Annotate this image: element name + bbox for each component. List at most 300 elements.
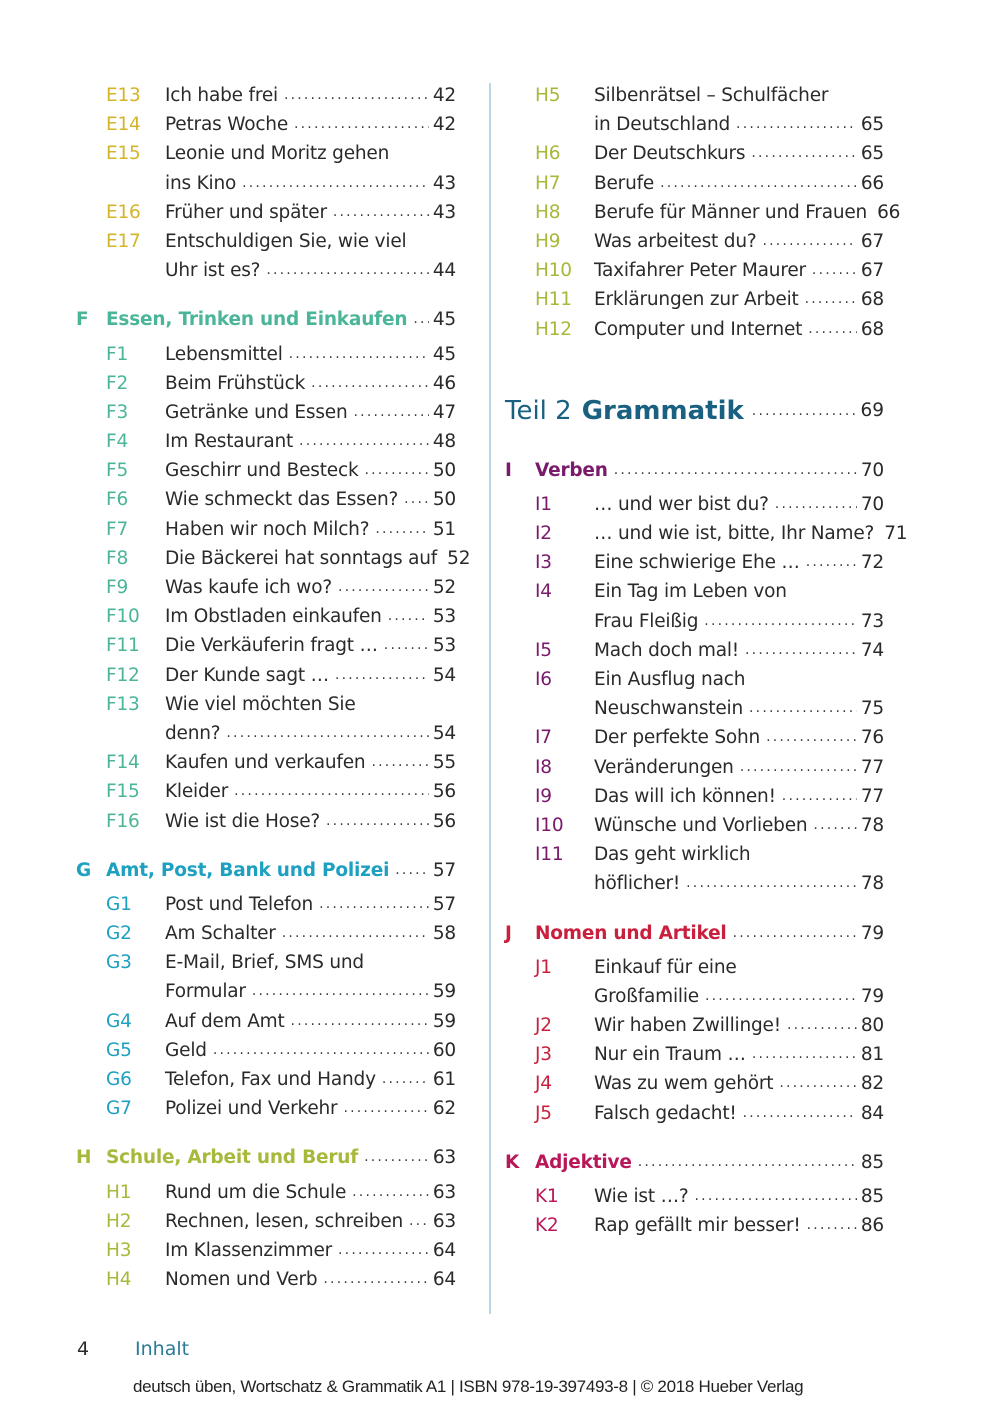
- entry-code: H3: [106, 1239, 132, 1261]
- section-page: 79: [860, 922, 884, 944]
- entry-title: Lebensmittel: [165, 340, 289, 369]
- leader-dots: [226, 719, 428, 748]
- leader-dots: [364, 456, 428, 485]
- entry-page: 55: [432, 752, 456, 774]
- toc-entry[interactable]: [76, 573, 456, 602]
- section-line: [535, 919, 884, 948]
- leader-dots: [705, 982, 857, 1011]
- toc-entry[interactable]: [505, 1011, 884, 1040]
- spacer: [505, 1128, 884, 1148]
- entry-page: 44: [432, 260, 456, 282]
- leader-dots: [252, 977, 429, 1006]
- entry-code: F12: [106, 664, 140, 686]
- entry-title: Was zu wem gehört: [594, 1069, 779, 1098]
- entry-page: 52: [432, 577, 456, 598]
- toc-entry[interactable]: [76, 719, 456, 748]
- entry-code: J4: [535, 1073, 552, 1095]
- entry-title: Der Deutschkurs: [594, 139, 751, 168]
- toc-entry[interactable]: [505, 869, 884, 898]
- entry-line: [165, 1178, 456, 1207]
- toc-entry[interactable]: [76, 544, 471, 573]
- leader-dots: [660, 169, 857, 198]
- leader-dots: [743, 1099, 857, 1128]
- entry-title: Im Klassenzimmer: [165, 1236, 338, 1265]
- entry-page: 70: [860, 493, 884, 515]
- column-divider: [489, 83, 491, 1314]
- section-title: Schule, Arbeit und Beruf: [106, 1143, 364, 1172]
- entry-title: höflicher!: [594, 869, 686, 898]
- toc-entry[interactable]: [505, 169, 884, 198]
- leader-dots: [782, 782, 857, 811]
- toc-entry[interactable]: [505, 1040, 884, 1069]
- leader-dots: [291, 1007, 429, 1036]
- toc-entry[interactable]: [76, 1007, 456, 1036]
- toc-entry[interactable]: [505, 665, 884, 694]
- leader-dots: [338, 573, 429, 602]
- entry-page: 50: [432, 460, 456, 482]
- leader-dots: [333, 198, 429, 227]
- leader-dots: [745, 636, 857, 665]
- entry-title: Nur ein Traum …: [594, 1040, 752, 1069]
- toc-entry[interactable]: [76, 948, 456, 977]
- entry-code: K2: [535, 1215, 559, 1237]
- toc-entry[interactable]: [76, 919, 456, 948]
- entry-title: Neuschwanstein: [594, 694, 749, 723]
- entry-code: H4: [106, 1269, 132, 1291]
- entry-line: [165, 139, 456, 168]
- entry-code: G2: [106, 923, 132, 945]
- entry-line: [594, 256, 884, 285]
- toc-entry[interactable]: [76, 398, 456, 427]
- entry-code: E16: [106, 201, 141, 223]
- leader-dots: [282, 919, 429, 948]
- toc-entry[interactable]: [505, 198, 901, 227]
- toc-entry[interactable]: [76, 198, 456, 227]
- toc-entry[interactable]: [505, 519, 908, 548]
- entry-page: 78: [860, 814, 884, 836]
- entry-line: [594, 982, 884, 1011]
- toc-entry[interactable]: [76, 110, 456, 139]
- leader-dots: [294, 110, 429, 139]
- part-title: Grammatik: [581, 395, 744, 426]
- leader-dots: [740, 753, 857, 782]
- entry-page: 42: [432, 114, 456, 136]
- leader-dots: [686, 869, 857, 898]
- entry-code: I9: [535, 785, 552, 807]
- entry-line: [594, 315, 884, 344]
- entry-line: [165, 398, 456, 427]
- toc-entry[interactable]: [505, 577, 884, 606]
- entry-line: [594, 519, 908, 548]
- toc-entry[interactable]: [76, 1265, 456, 1294]
- entry-page: 80: [860, 1015, 884, 1037]
- leader-dots: [614, 456, 857, 485]
- entry-page: 64: [432, 1269, 456, 1291]
- entry-page: 72: [860, 552, 884, 574]
- entry-code: F10: [106, 606, 140, 628]
- footer-section-title: Inhalt: [135, 1338, 190, 1360]
- toc-entry[interactable]: [505, 256, 884, 285]
- entry-title: Die Bäckerei hat sonntags auf: [165, 544, 443, 573]
- leader-dots: [404, 485, 429, 514]
- entry-title: Rund um die Schule: [165, 1178, 352, 1207]
- entry-line: [165, 748, 456, 777]
- entry-line: [165, 544, 471, 573]
- toc-entry[interactable]: [505, 110, 884, 139]
- entry-page: 85: [860, 1186, 884, 1207]
- leader-dots: [371, 748, 428, 777]
- entry-title: Entschuldigen Sie, wie viel: [165, 227, 412, 256]
- entry-line: [594, 1069, 884, 1098]
- leader-dots: [749, 694, 857, 723]
- entry-line: [165, 977, 456, 1006]
- part-heading[interactable]: [505, 386, 884, 436]
- entry-title: Der Kunde sagt …: [165, 661, 335, 690]
- toc-entry[interactable]: [76, 515, 456, 544]
- section-letter: J: [505, 922, 512, 944]
- leader-dots: [388, 602, 429, 631]
- entry-line: [165, 227, 456, 256]
- entry-code: E14: [106, 114, 141, 136]
- entry-code: I4: [535, 581, 552, 603]
- toc-entry[interactable]: [505, 285, 884, 314]
- entry-title: Einkauf für eine: [594, 953, 743, 982]
- entry-code: F5: [106, 460, 129, 482]
- entry-title: Computer und Internet: [594, 315, 808, 344]
- entry-page: 53: [432, 606, 456, 628]
- entry-code: H5: [535, 85, 561, 106]
- entry-page: 66: [877, 201, 901, 223]
- spacer: [76, 285, 456, 305]
- toc-entry[interactable]: [76, 748, 456, 777]
- section-line: [106, 1143, 456, 1172]
- toc-entry[interactable]: [505, 227, 884, 256]
- toc-entry[interactable]: [76, 631, 456, 660]
- entry-page: 59: [432, 981, 456, 1003]
- entry-code: H10: [535, 260, 572, 282]
- leader-dots: [733, 919, 857, 948]
- entry-title: Formular: [165, 977, 252, 1006]
- toc-entry[interactable]: [76, 807, 456, 836]
- entry-page: 67: [860, 260, 884, 282]
- entry-page: 68: [860, 289, 884, 311]
- leader-dots: [752, 386, 857, 436]
- toc-entry[interactable]: [76, 340, 456, 369]
- entry-title: Beim Frühstück: [165, 369, 311, 398]
- leader-dots: [413, 305, 429, 334]
- toc-entry[interactable]: [76, 81, 456, 110]
- entry-line: [165, 1207, 456, 1236]
- toc-entry[interactable]: [76, 977, 456, 1006]
- entry-line: [165, 1265, 456, 1294]
- toc-entry[interactable]: [505, 1211, 884, 1240]
- entry-code: E17: [106, 230, 141, 252]
- entry-title: Veränderungen: [594, 753, 740, 782]
- toc-entry[interactable]: [505, 1099, 884, 1128]
- toc-entry[interactable]: [76, 427, 456, 456]
- section-letter: F: [76, 309, 89, 331]
- entry-line: [165, 573, 456, 602]
- entry-code: G7: [106, 1098, 132, 1120]
- entry-title: Der perfekte Sohn: [594, 723, 766, 752]
- entry-line: [165, 427, 456, 456]
- toc-entry[interactable]: [505, 1069, 884, 1098]
- entry-code: E13: [106, 85, 141, 106]
- entry-line: [165, 661, 456, 690]
- leader-dots: [805, 285, 857, 314]
- entry-code: F11: [106, 635, 140, 657]
- entry-line: [165, 1036, 456, 1065]
- entry-code: F14: [106, 752, 140, 774]
- entry-code: I1: [535, 493, 552, 515]
- toc-entry[interactable]: [76, 485, 456, 514]
- toc-entry[interactable]: [505, 753, 884, 782]
- entry-title: Haben wir noch Milch?: [165, 515, 375, 544]
- toc-entry[interactable]: [505, 607, 884, 636]
- entry-page: 73: [860, 610, 884, 632]
- entry-title: Ein Ausflug nach: [594, 665, 751, 694]
- entry-page: 64: [432, 1239, 456, 1261]
- entry-page: 56: [432, 810, 456, 832]
- entry-code: F8: [106, 547, 129, 569]
- leader-dots: [779, 1069, 857, 1098]
- entry-title: Wie ist die Hose?: [165, 807, 326, 836]
- toc-entry[interactable]: [76, 227, 456, 256]
- entry-line: [594, 227, 884, 256]
- leader-dots: [766, 723, 857, 752]
- entry-line: [165, 169, 456, 198]
- entry-page: 43: [432, 201, 456, 223]
- entry-page: 54: [432, 664, 456, 686]
- toc-entry[interactable]: [505, 1182, 884, 1211]
- entry-code: H1: [106, 1181, 132, 1203]
- entry-title: Uhr ist es?: [165, 256, 266, 285]
- leader-dots: [338, 1236, 429, 1265]
- leader-dots: [234, 777, 429, 806]
- entry-title: Silbenrätsel – Schulfächer: [594, 81, 834, 110]
- spacer: [76, 1123, 456, 1143]
- entry-title: Geschirr und Besteck: [165, 456, 364, 485]
- section-heading-g[interactable]: [76, 856, 456, 885]
- entry-page: 84: [860, 1102, 884, 1124]
- toc-entry[interactable]: [76, 1036, 456, 1065]
- entry-page: 82: [860, 1073, 884, 1095]
- entry-code: I2: [535, 523, 552, 545]
- toc-entry[interactable]: [505, 953, 884, 982]
- entry-line: [594, 753, 884, 782]
- entry-line: [165, 456, 456, 485]
- entry-page: 75: [860, 698, 884, 720]
- toc-entry[interactable]: [76, 1178, 456, 1207]
- toc-entry[interactable]: [505, 694, 884, 723]
- toc-entry[interactable]: [505, 636, 884, 665]
- toc-entry[interactable]: [76, 1236, 456, 1265]
- entry-page: 65: [860, 143, 884, 165]
- toc-entry[interactable]: [505, 315, 884, 344]
- leader-dots: [375, 515, 429, 544]
- toc-entry[interactable]: [76, 1207, 456, 1236]
- spacer: [505, 344, 884, 386]
- entry-code: H2: [106, 1210, 132, 1232]
- entry-line: [594, 285, 884, 314]
- section-line: [535, 1148, 884, 1177]
- toc-entry[interactable]: [76, 369, 456, 398]
- entry-title: denn?: [165, 719, 226, 748]
- entry-code: F7: [106, 518, 129, 540]
- entry-line: [594, 1011, 884, 1040]
- toc-entry[interactable]: [505, 782, 884, 811]
- entry-title: Auf dem Amt: [165, 1007, 291, 1036]
- entry-code: H8: [535, 201, 561, 223]
- leader-dots: [382, 1065, 429, 1094]
- leader-dots: [695, 1182, 857, 1211]
- leader-dots: [213, 1036, 429, 1065]
- section-heading-h[interactable]: [76, 1143, 456, 1172]
- entry-title: in Deutschland: [594, 110, 736, 139]
- entry-code: F15: [106, 781, 140, 803]
- entry-code: J1: [535, 956, 552, 978]
- leader-dots: [299, 427, 429, 456]
- entry-page: 43: [432, 172, 456, 194]
- toc-entry[interactable]: [76, 1065, 456, 1094]
- entry-line: [594, 636, 884, 665]
- leader-dots: [807, 1211, 857, 1240]
- entry-line: [594, 169, 884, 198]
- toc-entry[interactable]: [505, 723, 884, 752]
- entry-page: 68: [860, 318, 884, 340]
- section-heading-k[interactable]: [505, 1148, 884, 1177]
- entry-page: 52: [447, 547, 471, 569]
- entry-page: 63: [432, 1181, 456, 1203]
- entry-line: [165, 602, 456, 631]
- entry-line: [165, 631, 456, 660]
- entry-page: 51: [432, 518, 456, 540]
- entry-page: 54: [432, 722, 456, 744]
- entry-code: H12: [535, 318, 572, 340]
- toc-entry[interactable]: [76, 661, 456, 690]
- entry-page: 79: [860, 985, 884, 1007]
- entry-page: 77: [860, 785, 884, 807]
- toc-entry[interactable]: [76, 256, 456, 285]
- entry-title: Nomen und Verb: [165, 1265, 323, 1294]
- toc-entry[interactable]: [76, 777, 456, 806]
- entry-code: H6: [535, 143, 561, 165]
- entry-line: [165, 919, 456, 948]
- entry-title: Petras Woche: [165, 110, 294, 139]
- entry-code: I11: [535, 844, 564, 866]
- toc-entry[interactable]: [505, 548, 884, 577]
- entry-line: [165, 110, 456, 139]
- entry-title: Im Obstladen einkaufen: [165, 602, 388, 631]
- entry-title: Großfamilie: [594, 982, 705, 1011]
- leader-dots: [323, 1265, 428, 1294]
- entry-title: Erklärungen zur Arbeit: [594, 285, 805, 314]
- entry-title: Berufe für Männer und Frauen: [594, 198, 873, 227]
- entry-page: 86: [860, 1215, 884, 1237]
- toc-entry[interactable]: [76, 1094, 456, 1123]
- section-heading-f[interactable]: [76, 305, 456, 334]
- entry-title: Eine schwierige Ehe …: [594, 548, 806, 577]
- leader-dots: [266, 256, 429, 285]
- entry-line: [165, 81, 456, 110]
- toc-entry[interactable]: [505, 840, 884, 869]
- entry-page: 48: [432, 431, 456, 453]
- entry-title: Geld: [165, 1036, 213, 1065]
- leader-dots: [704, 607, 857, 636]
- entry-line: [165, 948, 456, 977]
- entry-line: [594, 110, 884, 139]
- entry-code: K1: [535, 1186, 559, 1207]
- entry-code: H11: [535, 289, 572, 311]
- toc-entry[interactable]: [505, 139, 884, 168]
- leader-dots: [319, 890, 429, 919]
- entry-page: 74: [860, 639, 884, 661]
- part-line: [505, 386, 884, 436]
- entry-page: 71: [884, 523, 908, 545]
- section-title: Nomen und Artikel: [535, 919, 733, 948]
- entry-title: Das geht wirklich: [594, 840, 756, 869]
- entry-title: Falsch gedacht!: [594, 1099, 743, 1128]
- entry-title: Frau Fleißig: [594, 607, 704, 636]
- entry-line: [594, 1099, 884, 1128]
- section-heading-i[interactable]: [505, 456, 884, 485]
- entry-line: [594, 869, 884, 898]
- section-heading-j[interactable]: [505, 919, 884, 948]
- entry-page: 60: [432, 1039, 456, 1061]
- entry-line: [165, 777, 456, 806]
- toc-entry[interactable]: [76, 456, 456, 485]
- leader-dots: [787, 1011, 857, 1040]
- entry-line: [594, 548, 884, 577]
- entry-page: 66: [860, 172, 884, 194]
- toc-entry[interactable]: [505, 982, 884, 1011]
- entry-code: I3: [535, 552, 552, 574]
- entry-code: J5: [535, 1102, 552, 1124]
- entry-code: G6: [106, 1069, 132, 1090]
- entry-title: Mach doch mal!: [594, 636, 745, 665]
- toc-entry[interactable]: [505, 81, 884, 110]
- section-page: 85: [860, 1151, 884, 1173]
- leader-dots: [284, 81, 429, 110]
- leader-dots: [736, 110, 857, 139]
- entry-line: [594, 723, 884, 752]
- toc-entry[interactable]: [505, 811, 884, 840]
- section-line: [535, 456, 884, 485]
- entry-code: E15: [106, 143, 141, 165]
- toc-entry[interactable]: [505, 490, 884, 519]
- entry-code: I6: [535, 669, 552, 690]
- section-page: 57: [432, 859, 456, 881]
- entry-line: [165, 890, 456, 919]
- toc-entry[interactable]: [76, 602, 456, 631]
- section-letter: G: [76, 859, 91, 881]
- entry-page: 65: [860, 114, 884, 136]
- entry-title: Leonie und Moritz gehen: [165, 139, 395, 168]
- section-title: Essen, Trinken und Einkaufen: [106, 305, 413, 334]
- entry-title: Ein Tag im Leben von: [594, 577, 793, 606]
- entry-code: I8: [535, 756, 552, 778]
- entry-code: F9: [106, 577, 129, 598]
- entry-title: ins Kino: [165, 169, 242, 198]
- toc-entry[interactable]: [76, 169, 456, 198]
- entry-title: Taxifahrer Peter Maurer: [594, 256, 812, 285]
- entry-code: J2: [535, 1015, 552, 1037]
- leader-dots: [808, 315, 857, 344]
- toc-entry[interactable]: [76, 139, 456, 168]
- section-title: Amt, Post, Bank und Polizei: [106, 856, 395, 885]
- toc-entry[interactable]: [76, 890, 456, 919]
- toc-entry[interactable]: [76, 690, 456, 719]
